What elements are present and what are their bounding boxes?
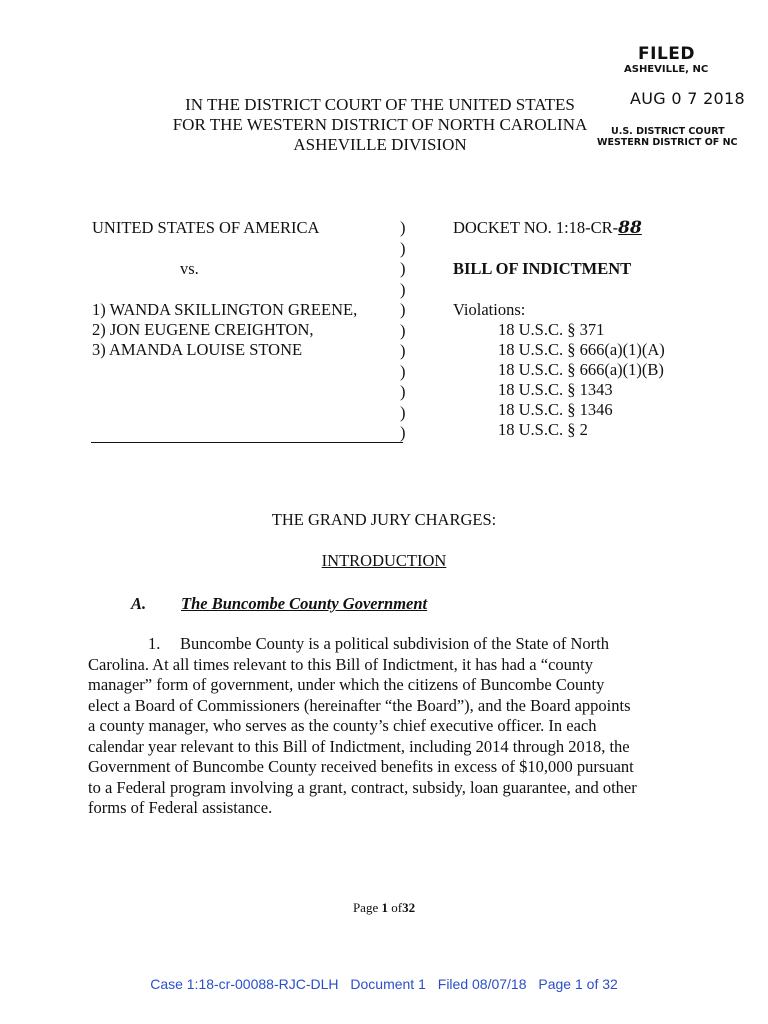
page-label: Page [352, 900, 379, 915]
caption-paren: ) [400, 259, 406, 278]
caption-underline [91, 442, 403, 443]
bill-title: BILL OF INDICTMENT [453, 259, 632, 278]
paragraph-line: calendar year relevant to this Bill of Indictment, including 2014 through 2018, the [88, 736, 630, 756]
paragraph-1 [88, 634, 676, 819]
case-caption-parties [92, 218, 357, 360]
statute-item: 18 U.S.C. § 1346 [498, 400, 613, 419]
page-total: 32 [402, 900, 416, 915]
paragraph-line: a county manager, who serves as the county’s chief executive officer. In each [88, 716, 597, 735]
caption-paren: ) [400, 300, 406, 319]
paragraph-line-text: Buncombe County is a political subdivision of the State of North [180, 634, 609, 653]
court-header-line3: ASHEVILLE DIVISION [293, 135, 467, 154]
caption-paren: ) [400, 341, 406, 360]
footer-document: Document 1 [350, 976, 426, 992]
court-header [120, 95, 640, 155]
statute-item: 18 U.S.C. § 2 [498, 420, 588, 439]
defendant-1: 1) WANDA SKILLINGTON GREENE, [92, 300, 358, 319]
footer-filed: Filed 08/07/18 [437, 976, 527, 992]
filed-stamp-court: U.S. DISTRICT COURT [611, 126, 725, 137]
paragraph-line [88, 634, 676, 655]
filed-stamp-district: WESTERN DISTRICT OF NC [597, 137, 738, 148]
paragraph-line: forms of Federal assistance. [88, 798, 273, 817]
footer-page: Page 1 of 32 [538, 976, 618, 992]
ecf-footer [0, 976, 768, 992]
statute-list [453, 320, 665, 440]
caption-paren: ) [400, 361, 406, 381]
case-caption-details [453, 218, 665, 440]
violations-label: Violations: [453, 300, 526, 319]
section-title: The Buncombe County Government [181, 594, 428, 613]
caption-paren: ) [400, 279, 406, 299]
statute-item: 18 U.S.C. § 666(a)(1)(B) [498, 360, 664, 379]
filed-stamp-date: AUG 0 7 2018 [630, 89, 745, 108]
defendant-3: 3) AMANDA LOUISE STONE [92, 340, 303, 359]
caption-paren: ) [400, 402, 406, 422]
defendant-2: 2) JON EUGENE CREIGHTON, [92, 320, 314, 339]
caption-paren: ) [400, 423, 406, 442]
docket-number [453, 218, 665, 238]
footer-case: Case 1:18-cr-00088-RJC-DLH [150, 976, 339, 992]
docket-label: DOCKET NO. 1:18-CR- [453, 218, 619, 237]
page-number [0, 900, 768, 916]
introduction-heading: INTRODUCTION [321, 551, 447, 570]
caption-paren: ) [400, 382, 406, 401]
versus-label: vs. [180, 259, 199, 278]
page-of: of [391, 900, 403, 915]
paragraph-line: to a Federal program involving a grant, contract, subsidy, loan guarantee, and other [88, 777, 637, 797]
court-header-line2: FOR THE WESTERN DISTRICT OF NORTH CAROLINA [172, 115, 588, 134]
paragraph-line: elect a Board of Commissioners (hereinafter “the Board”), and the Board appoints [88, 695, 631, 715]
docket-handwritten-number: 88 [618, 218, 642, 238]
plaintiff-name: UNITED STATES OF AMERICA [92, 218, 320, 237]
paragraph-line: Government of Buncombe County received benefits in excess of $10,000 pursuant [88, 757, 634, 776]
paragraph-line: manager” form of government, under which the citizens of Buncombe County [88, 675, 605, 694]
statute-item: 18 U.S.C. § 666(a)(1)(A) [498, 340, 665, 359]
court-header-line1: IN THE DISTRICT COURT OF THE UNITED STATES [185, 95, 575, 114]
grand-jury-heading: THE GRAND JURY CHARGES: [271, 510, 497, 529]
caption-parenthesis-column [400, 218, 406, 444]
page-current: 1 [381, 900, 388, 915]
section-letter: A. [131, 594, 147, 613]
statute-item: 18 U.S.C. § 371 [498, 320, 605, 339]
filed-stamp-city: ASHEVILLE, NC [624, 64, 709, 75]
paragraph-line: Carolina. At all times relevant to this Bill of Indictment, it has had a “county [88, 654, 593, 674]
caption-paren: ) [400, 320, 406, 340]
caption-paren: ) [400, 218, 406, 237]
filed-stamp-title: FILED [638, 44, 695, 64]
paragraph-number: 1. [148, 634, 161, 653]
caption-paren: ) [400, 238, 406, 258]
statute-item: 18 U.S.C. § 1343 [498, 380, 613, 399]
